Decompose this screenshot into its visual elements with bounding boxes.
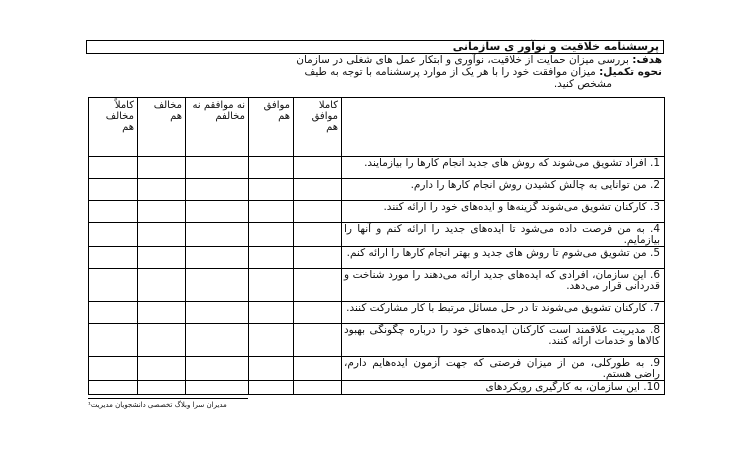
answer-cell[interactable] xyxy=(249,269,294,302)
table-row xyxy=(89,381,665,395)
answer-cell[interactable] xyxy=(138,357,186,381)
column-header: موافق هم xyxy=(249,98,294,157)
intro-section xyxy=(86,54,664,90)
question-text: 6. این سازمان، افرادی که ایده‌های جدید ارائه می‌دهند را مورد شناخت و قدردانی قرار می‌دهد. xyxy=(342,269,665,302)
table-row xyxy=(89,201,665,223)
question-text: 5. من تشویق می‌شوم تا روش های جدید و بهتر انجام کارها را ارائه کنم. xyxy=(342,247,665,269)
answer-cell[interactable] xyxy=(89,157,138,179)
answer-cell[interactable] xyxy=(89,179,138,201)
answer-cell[interactable] xyxy=(249,201,294,223)
answer-cell[interactable] xyxy=(138,179,186,201)
question-text: 4. به من فرصت داده می‌شود تا ایده‌های جدید را ارائه کنم و آنها را بیازمایم. xyxy=(342,223,665,247)
answer-cell[interactable] xyxy=(294,357,342,381)
answer-cell[interactable] xyxy=(138,269,186,302)
document-title: پرسشنامه خلاقیت و نوآور ی سازمانی xyxy=(86,40,664,54)
answer-cell[interactable] xyxy=(294,223,342,247)
table-row xyxy=(89,179,665,201)
column-header: مخالف هم xyxy=(138,98,186,157)
answer-cell[interactable] xyxy=(249,247,294,269)
answer-cell[interactable] xyxy=(89,247,138,269)
column-header: کاملا موافق هم xyxy=(294,98,342,157)
answer-cell[interactable] xyxy=(186,357,249,381)
table-row xyxy=(89,247,665,269)
table-row xyxy=(89,302,665,324)
answer-cell[interactable] xyxy=(186,201,249,223)
answer-cell[interactable] xyxy=(249,381,294,395)
footnote-divider xyxy=(88,398,248,399)
answer-cell[interactable] xyxy=(294,179,342,201)
answer-cell[interactable] xyxy=(294,324,342,357)
question-text: 7. کارکنان تشویق می‌شوند تا در حل مسائل مرتبط با کار مشارکت کنند. xyxy=(342,302,665,324)
method-line-2: مشخص کنید. xyxy=(553,78,612,90)
column-header: نه موافقم نه مخالفم xyxy=(186,98,249,157)
answer-cell[interactable] xyxy=(89,223,138,247)
answer-cell[interactable] xyxy=(89,201,138,223)
answer-cell[interactable] xyxy=(294,269,342,302)
answer-cell[interactable] xyxy=(249,357,294,381)
survey-table xyxy=(88,97,665,395)
answer-cell[interactable] xyxy=(186,269,249,302)
answer-cell[interactable] xyxy=(186,247,249,269)
answer-cell[interactable] xyxy=(89,269,138,302)
answer-cell[interactable] xyxy=(186,179,249,201)
column-header: کاملاً مخالف هم xyxy=(89,98,138,157)
footnote: مدیران سرا وبلاگ تخصصی دانشجویان مدیریت¹ xyxy=(88,401,227,409)
table-row xyxy=(89,269,665,302)
method-label: نحوه تکمیل: xyxy=(599,66,662,78)
answer-cell[interactable] xyxy=(249,223,294,247)
question-text: 3. کارکنان تشویق می‌شوند گزینه‌ها و ایده‌های خود را ارائه کنند. xyxy=(342,201,665,223)
method-text: میزان موافقت خود را با هر یک از موارد پرسشنامه با توجه به طیف xyxy=(304,66,600,78)
answer-cell[interactable] xyxy=(138,201,186,223)
answer-cell[interactable] xyxy=(89,357,138,381)
answer-cell[interactable] xyxy=(294,201,342,223)
answer-cell[interactable] xyxy=(89,324,138,357)
header-row xyxy=(89,98,665,157)
answer-cell[interactable] xyxy=(249,302,294,324)
answer-cell[interactable] xyxy=(138,157,186,179)
answer-cell[interactable] xyxy=(138,223,186,247)
answer-cell[interactable] xyxy=(294,302,342,324)
question-text: 2. من توانایی به چالش کشیدن روش انجام کارها را دارم. xyxy=(342,179,665,201)
answer-cell[interactable] xyxy=(294,157,342,179)
goal-label: هدف: xyxy=(632,54,662,66)
goal-text: بررسی میزان حمایت از خلاقیت، نوآوری و ابتکار عمل های شغلی در سازمان xyxy=(296,54,633,66)
answer-cell[interactable] xyxy=(249,157,294,179)
answer-cell[interactable] xyxy=(138,247,186,269)
answer-cell[interactable] xyxy=(249,179,294,201)
answer-cell[interactable] xyxy=(186,302,249,324)
answer-cell[interactable] xyxy=(186,157,249,179)
table-row xyxy=(89,324,665,357)
method-line xyxy=(86,66,664,78)
answer-cell[interactable] xyxy=(138,324,186,357)
question-text: 1. افراد تشویق می‌شوند که روش های جدید انجام کارها را بیازمایند. xyxy=(342,157,665,179)
question-text: 9. به طورکلی، من از میزان فرصتی که جهت آزمون ایده‌هایم دارم، راضی هستم. xyxy=(342,357,665,381)
answer-cell[interactable] xyxy=(138,381,186,395)
question-text: 8. مدیریت علاقمند است کارکنان ایده‌های خود را درباره چگونگی بهبود کالاها و خدمات ارائه کنند. xyxy=(342,324,665,357)
answer-cell[interactable] xyxy=(186,324,249,357)
answer-cell[interactable] xyxy=(138,302,186,324)
answer-cell[interactable] xyxy=(249,324,294,357)
table-row xyxy=(89,357,665,381)
question-text: 10. این سازمان، به کارگیری رویکردهای xyxy=(342,381,665,395)
answer-cell[interactable] xyxy=(294,381,342,395)
goal-line xyxy=(86,54,664,66)
answer-cell[interactable] xyxy=(294,247,342,269)
table-row xyxy=(89,223,665,247)
answer-cell[interactable] xyxy=(186,381,249,395)
question-header xyxy=(342,98,665,157)
answer-cell[interactable] xyxy=(89,381,138,395)
answer-cell[interactable] xyxy=(89,302,138,324)
table-row xyxy=(89,157,665,179)
answer-cell[interactable] xyxy=(186,223,249,247)
